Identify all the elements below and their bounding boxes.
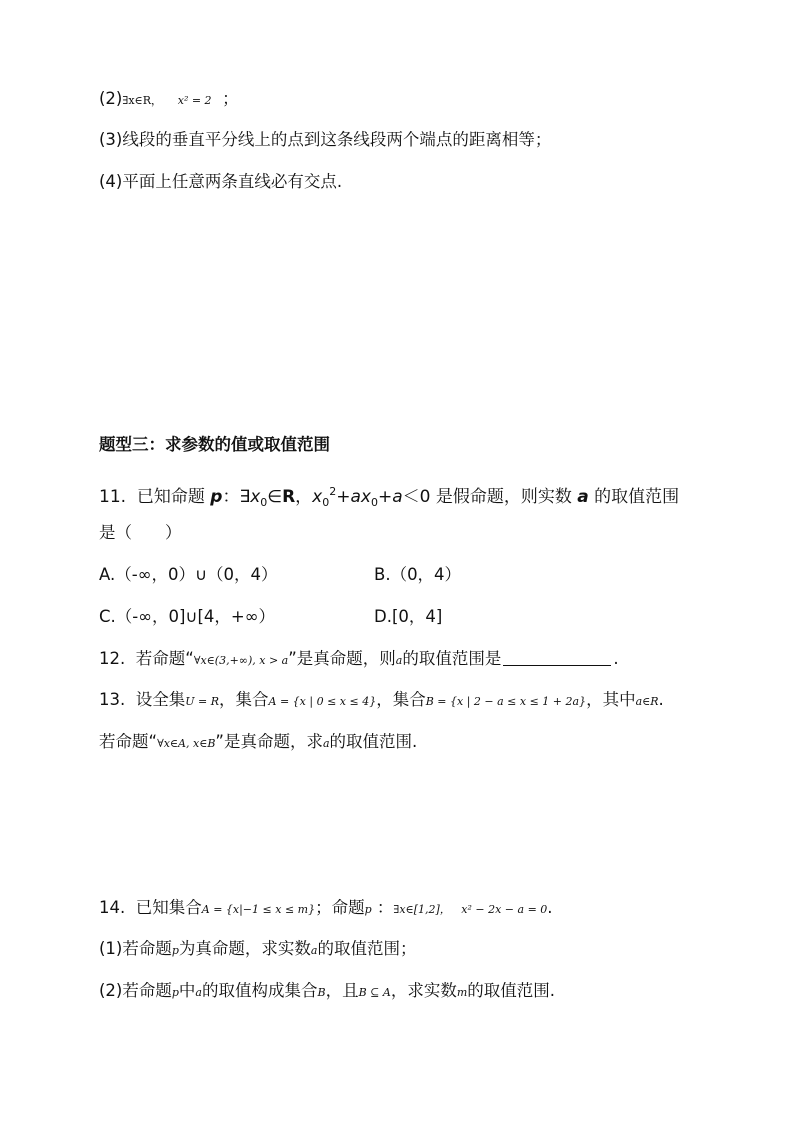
math-expression: ∃x∈[1,2]，	[393, 903, 451, 916]
text: 的取值范围.	[329, 732, 418, 751]
text: 的取值范围.	[467, 981, 556, 1000]
var-a: a	[577, 487, 589, 507]
text: 若命题“	[99, 732, 158, 751]
text: ，求实数	[390, 981, 457, 1000]
text: ＜0 是假命题，则实数	[402, 487, 572, 507]
var-a: a	[322, 737, 330, 750]
item-number: (2)	[99, 89, 123, 108]
text: ，	[295, 487, 313, 507]
text: 已知集合	[135, 898, 202, 917]
option-d: D.[0，4]	[374, 607, 443, 626]
text: 已知命题	[136, 487, 205, 507]
text: 的取值构成集合	[201, 981, 318, 1000]
option-b: B.（0，4）	[374, 565, 462, 584]
var-x: x	[312, 487, 323, 507]
text: 的取值范围是	[402, 649, 502, 668]
text: ∈	[267, 487, 283, 507]
text: ”是真命题，求	[215, 732, 323, 751]
var-p: p	[210, 487, 223, 507]
question-13	[99, 689, 664, 713]
text: +	[336, 487, 351, 507]
subscript: 0	[370, 496, 378, 509]
question-11	[99, 481, 679, 514]
math-expression: ∃x∈R，	[122, 94, 162, 107]
text: (2)若命题	[99, 981, 172, 1000]
math-expression: A = {x|−1 ≤ x ≤ m}	[201, 903, 316, 916]
var-ax: ax	[350, 487, 371, 507]
math-expression: x² − 2x − a = 0	[461, 903, 548, 916]
var-a: a	[395, 654, 403, 667]
math-expression: U = R	[185, 695, 220, 708]
subscript: 0	[260, 496, 268, 509]
question-number: 13.	[99, 690, 126, 709]
text: ：	[376, 898, 394, 917]
text: ；命题	[315, 898, 365, 917]
var-p: p	[171, 986, 179, 999]
punctuation: ；	[222, 89, 239, 108]
q10-item-2	[99, 88, 239, 112]
punctuation: .	[547, 898, 553, 917]
q10-item-3: (3)线段的垂直平分线上的点到这条线段两个端点的距离相等；	[99, 130, 552, 149]
punctuation: .	[613, 649, 619, 668]
question-number: 14.	[99, 898, 126, 917]
question-12	[99, 648, 619, 672]
math-expression: A = {x | 0 ≤ x ≤ 4}	[268, 695, 377, 708]
var-m: m	[456, 986, 468, 999]
subscript: 0	[322, 496, 330, 509]
option-c: C.（-∞，0]∪[4，+∞）	[99, 607, 275, 626]
var-a: a	[310, 944, 318, 957]
q10-item-4: (4)平面上任意两条直线必有交点.	[99, 172, 343, 191]
text: ，集合	[376, 690, 426, 709]
text: ，且	[325, 981, 359, 1000]
var-x: x	[250, 487, 261, 507]
question-number: 11.	[99, 487, 127, 507]
math-expression: a∈R	[635, 695, 659, 708]
text: ：∃	[222, 487, 251, 507]
math-expression: ∀x∈A, x∈B	[157, 737, 216, 750]
math-expression: x² = 2	[177, 94, 212, 107]
text: (1)若命题	[99, 939, 172, 958]
text: 若命题“	[135, 649, 194, 668]
math-expression: ∀x∈(3,+∞), x > a	[193, 654, 289, 667]
superscript: 2	[329, 485, 337, 498]
section-title: 题型三：求参数的值或取值范围	[99, 435, 330, 454]
question-number: 12.	[99, 649, 126, 668]
question-11-line-2: 是（ ）	[99, 523, 182, 542]
math-expression: B = {x | 2 − a ≤ x ≤ 1 + 2a}	[425, 695, 587, 708]
var-a: a	[392, 487, 403, 507]
answer-blank	[503, 649, 611, 666]
text: 的取值范围	[594, 487, 680, 507]
text: ，其中	[586, 690, 636, 709]
text: ”是真命题，则	[288, 649, 396, 668]
math-expression: B ⊆ A	[358, 986, 391, 999]
text: 的取值范围；	[317, 939, 417, 958]
punctuation: .	[658, 690, 664, 709]
question-14-part-1	[99, 938, 416, 962]
text: 设全集	[135, 690, 186, 709]
set-R: R	[282, 487, 296, 507]
question-14	[99, 897, 553, 921]
text: 中	[178, 981, 196, 1000]
text: +	[377, 487, 393, 507]
var-a: a	[195, 986, 202, 999]
var-B: B	[317, 986, 326, 999]
question-13-line-2	[99, 731, 417, 755]
text: ，集合	[219, 690, 269, 709]
option-a: A.（-∞，0）∪（0，4）	[99, 565, 278, 584]
var-p: p	[171, 944, 179, 957]
var-p: p	[364, 903, 372, 916]
text: 为真命题，求实数	[178, 939, 311, 958]
question-14-part-2	[99, 980, 555, 1004]
